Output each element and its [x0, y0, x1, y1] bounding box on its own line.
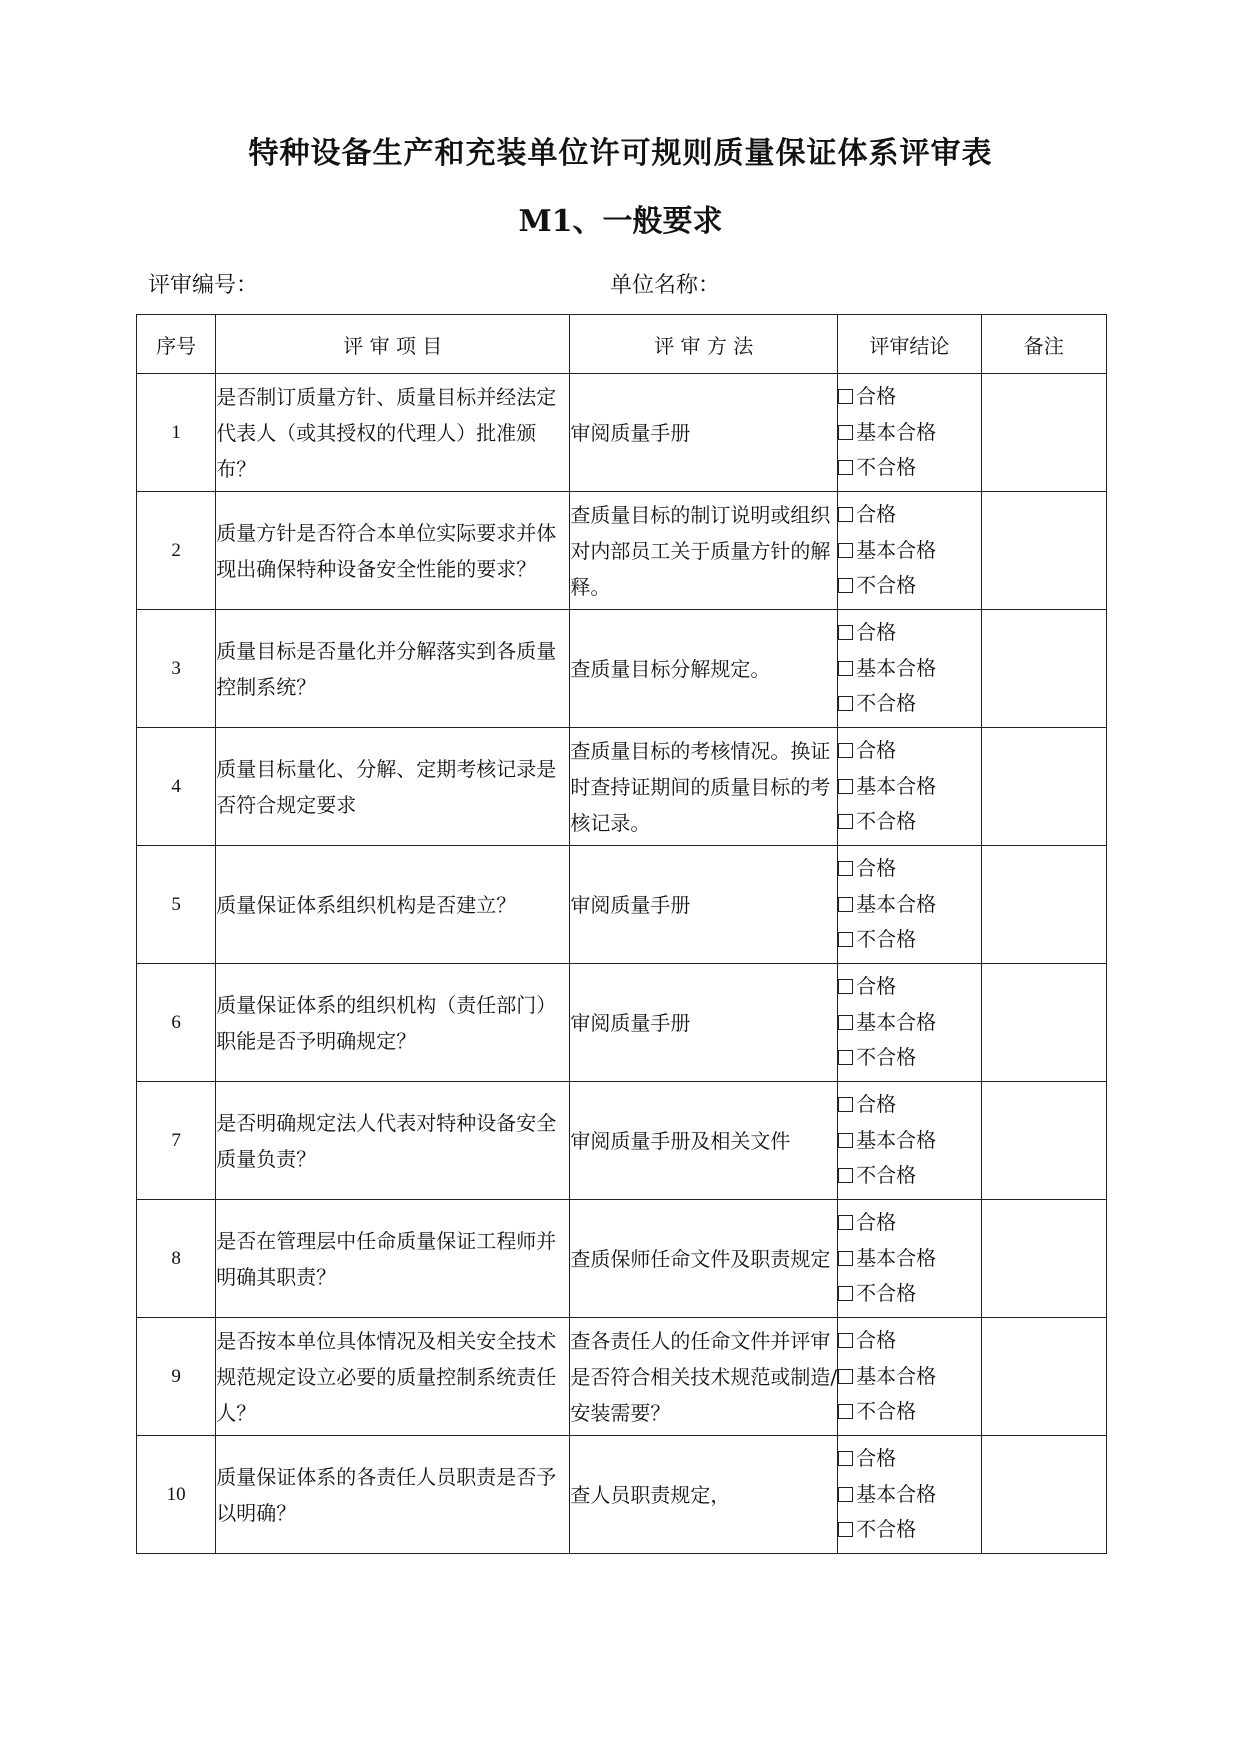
- result-option-label: 合格: [856, 1446, 897, 1471]
- result-option-label: 合格: [856, 1210, 897, 1235]
- checkbox-icon[interactable]: [838, 696, 853, 711]
- result-option-pass[interactable]: [838, 615, 980, 651]
- result-option-fail[interactable]: [838, 450, 980, 486]
- checkbox-icon[interactable]: [838, 779, 853, 794]
- checkbox-icon[interactable]: [838, 1251, 853, 1266]
- review-result: [838, 728, 981, 846]
- result-option-label: 基本合格: [856, 419, 937, 444]
- result-option-label: 基本合格: [856, 1245, 937, 1270]
- result-option-label: 合格: [856, 620, 897, 645]
- result-option-label: 合格: [856, 502, 897, 527]
- result-option-basic-pass[interactable]: [838, 533, 980, 569]
- result-option-label: 不合格: [856, 1045, 917, 1070]
- review-method: 查质保师任命文件及职责规定: [570, 1200, 838, 1318]
- review-item: 是否在管理层中任命质量保证工程师并明确其职责？: [216, 1200, 570, 1318]
- result-option-label: 基本合格: [856, 1363, 937, 1388]
- review-item: 是否明确规定法人代表对特种设备安全质量负责？: [216, 1082, 570, 1200]
- column-header-number: 序号: [137, 315, 216, 374]
- result-option-pass[interactable]: [838, 1087, 980, 1123]
- column-header-item: 评 审 项 目: [216, 315, 570, 374]
- note-cell[interactable]: [981, 846, 1106, 964]
- review-method: 审阅质量手册: [570, 374, 838, 492]
- note-cell[interactable]: [981, 1436, 1106, 1554]
- checkbox-icon[interactable]: [838, 1369, 853, 1384]
- checkbox-icon[interactable]: [838, 578, 853, 593]
- review-result: [838, 1436, 981, 1554]
- row-number: 7: [137, 1082, 216, 1200]
- row-number: 3: [137, 610, 216, 728]
- checkbox-icon[interactable]: [838, 1286, 853, 1301]
- checkbox-icon[interactable]: [838, 1133, 853, 1148]
- checkbox-icon[interactable]: [838, 1487, 853, 1502]
- checkbox-icon[interactable]: [838, 1097, 853, 1112]
- checkbox-icon[interactable]: [838, 625, 853, 640]
- checkbox-icon[interactable]: [838, 1333, 853, 1348]
- row-number: 6: [137, 964, 216, 1082]
- review-method: 审阅质量手册: [570, 846, 838, 964]
- result-option-label: 基本合格: [856, 537, 937, 562]
- checkbox-icon[interactable]: [838, 861, 853, 876]
- review-table: [136, 314, 1107, 1554]
- result-option-label: 不合格: [856, 573, 917, 598]
- review-result: [838, 1082, 981, 1200]
- result-option-fail[interactable]: [838, 1158, 980, 1194]
- note-cell[interactable]: [981, 374, 1106, 492]
- column-header-method: 评 审 方 法: [570, 315, 838, 374]
- page-title: 特种设备生产和充装单位许可规则质量保证体系评审表: [248, 136, 993, 171]
- result-option-label: 不合格: [856, 455, 917, 480]
- result-option-label: 合格: [856, 738, 897, 763]
- checkbox-icon[interactable]: [838, 1050, 853, 1065]
- row-number: 4: [137, 728, 216, 846]
- checkbox-icon[interactable]: [838, 932, 853, 947]
- table-row: [137, 1436, 1107, 1554]
- result-option-basic-pass[interactable]: [838, 769, 980, 805]
- result-option-label: 不合格: [856, 809, 917, 834]
- note-cell[interactable]: [981, 610, 1106, 728]
- checkbox-icon[interactable]: [838, 507, 853, 522]
- table-row: [137, 1082, 1107, 1200]
- checkbox-icon[interactable]: [838, 1168, 853, 1183]
- result-option-label: 不合格: [856, 1399, 917, 1424]
- checkbox-icon[interactable]: [838, 1451, 853, 1466]
- result-option-pass[interactable]: [838, 497, 980, 533]
- result-option-fail[interactable]: [838, 922, 980, 958]
- result-option-label: 不合格: [856, 1281, 917, 1306]
- result-option-pass[interactable]: [838, 851, 980, 887]
- result-option-basic-pass[interactable]: [838, 1123, 980, 1159]
- result-option-pass[interactable]: [838, 379, 980, 415]
- review-result: [838, 374, 981, 492]
- note-cell[interactable]: [981, 728, 1106, 846]
- note-cell[interactable]: [981, 964, 1106, 1082]
- table-row: [137, 964, 1107, 1082]
- review-item: 是否制订质量方针、质量目标并经法定代表人（或其授权的代理人）批准颁布？: [216, 374, 570, 492]
- result-option-basic-pass[interactable]: [838, 651, 980, 687]
- result-option-label: 基本合格: [856, 1009, 937, 1034]
- review-method: 查质量目标分解规定。: [570, 610, 838, 728]
- table-row: [137, 1200, 1107, 1318]
- review-method: 查人员职责规定，: [570, 1436, 838, 1554]
- review-item: 质量保证体系的各责任人员职责是否予以明确？: [216, 1436, 570, 1554]
- result-option-label: 基本合格: [856, 655, 937, 680]
- checkbox-icon[interactable]: [838, 389, 853, 404]
- table-row: [137, 374, 1107, 492]
- review-item: 质量目标是否量化并分解落实到各质量控制系统？: [216, 610, 570, 728]
- result-option-label: 不合格: [856, 1517, 917, 1542]
- checkbox-icon[interactable]: [838, 743, 853, 758]
- result-option-label: 不合格: [856, 691, 917, 716]
- review-result: [838, 964, 981, 1082]
- review-method: 查质量目标的考核情况。换证时查持证期间的质量目标的考核记录。: [570, 728, 838, 846]
- checkbox-icon[interactable]: [838, 543, 853, 558]
- note-cell[interactable]: [981, 492, 1106, 610]
- unit-name-label: 单位名称：: [610, 273, 721, 298]
- table-row: [137, 1318, 1107, 1436]
- result-option-pass[interactable]: [838, 1205, 980, 1241]
- row-number: 9: [137, 1318, 216, 1436]
- result-option-label: 合格: [856, 1328, 897, 1353]
- review-result: [838, 846, 981, 964]
- review-method: 查质量目标的制订说明或组织对内部员工关于质量方针的解释。: [570, 492, 838, 610]
- row-number: 10: [137, 1436, 216, 1554]
- result-option-label: 基本合格: [856, 773, 937, 798]
- table-header-row: [137, 315, 1107, 374]
- row-number: 5: [137, 846, 216, 964]
- result-option-basic-pass[interactable]: [838, 415, 980, 451]
- review-item: 质量方针是否符合本单位实际要求并体现出确保特种设备安全性能的要求？: [216, 492, 570, 610]
- review-item: 质量目标量化、分解、定期考核记录是否符合规定要求: [216, 728, 570, 846]
- result-option-label: 不合格: [856, 927, 917, 952]
- result-option-pass[interactable]: [838, 1323, 980, 1359]
- note-cell[interactable]: [981, 1200, 1106, 1318]
- checkbox-icon[interactable]: [838, 1522, 853, 1537]
- result-option-basic-pass[interactable]: [838, 1359, 980, 1395]
- review-item: 质量保证体系组织机构是否建立？: [216, 846, 570, 964]
- checkbox-icon[interactable]: [838, 1404, 853, 1419]
- review-method: 审阅质量手册及相关文件: [570, 1082, 838, 1200]
- result-option-label: 不合格: [856, 1163, 917, 1188]
- review-number-label: 评审编号：: [148, 273, 259, 298]
- review-result: [838, 610, 981, 728]
- result-option-basic-pass[interactable]: [838, 887, 980, 923]
- table-row: [137, 610, 1107, 728]
- column-header-result: 评审结论: [838, 315, 981, 374]
- result-option-label: 合格: [856, 856, 897, 881]
- review-method: 审阅质量手册: [570, 964, 838, 1082]
- review-result: [838, 1318, 981, 1436]
- checkbox-icon[interactable]: [838, 1215, 853, 1230]
- result-option-pass[interactable]: [838, 969, 980, 1005]
- review-result: [838, 1200, 981, 1318]
- column-header-note: 备注: [981, 315, 1106, 374]
- table-row: [137, 492, 1107, 610]
- result-option-fail[interactable]: [838, 1276, 980, 1312]
- note-cell[interactable]: [981, 1082, 1106, 1200]
- review-item: 质量保证体系的组织机构（责任部门）职能是否予明确规定？: [216, 964, 570, 1082]
- result-option-fail[interactable]: [838, 568, 980, 604]
- row-number: 8: [137, 1200, 216, 1318]
- result-option-fail[interactable]: [838, 804, 980, 840]
- result-option-fail[interactable]: [838, 1394, 980, 1430]
- checkbox-icon[interactable]: [838, 979, 853, 994]
- result-option-label: 合格: [856, 384, 897, 409]
- result-option-fail[interactable]: [838, 686, 980, 722]
- table-row: [137, 846, 1107, 964]
- checkbox-icon[interactable]: [838, 661, 853, 676]
- row-number: 1: [137, 374, 216, 492]
- page-subtitle: M1、一般要求: [518, 204, 723, 239]
- result-option-label: 基本合格: [856, 1127, 937, 1152]
- result-option-fail[interactable]: [838, 1512, 980, 1548]
- checkbox-icon[interactable]: [838, 1015, 853, 1030]
- review-item: 是否按本单位具体情况及相关安全技术规范规定设立必要的质量控制系统责任人？: [216, 1318, 570, 1436]
- table-row: [137, 728, 1107, 846]
- result-option-pass[interactable]: [838, 1441, 980, 1477]
- review-result: [838, 492, 981, 610]
- result-option-label: 合格: [856, 974, 897, 999]
- review-method: 查各责任人的任命文件并评审是否符合相关技术规范或制造/安装需要？: [570, 1318, 838, 1436]
- checkbox-icon[interactable]: [838, 814, 853, 829]
- note-cell[interactable]: [981, 1318, 1106, 1436]
- result-option-label: 合格: [856, 1092, 897, 1117]
- result-option-basic-pass[interactable]: [838, 1241, 980, 1277]
- result-option-basic-pass[interactable]: [838, 1477, 980, 1513]
- result-option-fail[interactable]: [838, 1040, 980, 1076]
- row-number: 2: [137, 492, 216, 610]
- result-option-basic-pass[interactable]: [838, 1005, 980, 1041]
- result-option-label: 基本合格: [856, 891, 937, 916]
- result-option-label: 基本合格: [856, 1481, 937, 1506]
- checkbox-icon[interactable]: [838, 897, 853, 912]
- result-option-pass[interactable]: [838, 733, 980, 769]
- checkbox-icon[interactable]: [838, 460, 853, 475]
- checkbox-icon[interactable]: [838, 425, 853, 440]
